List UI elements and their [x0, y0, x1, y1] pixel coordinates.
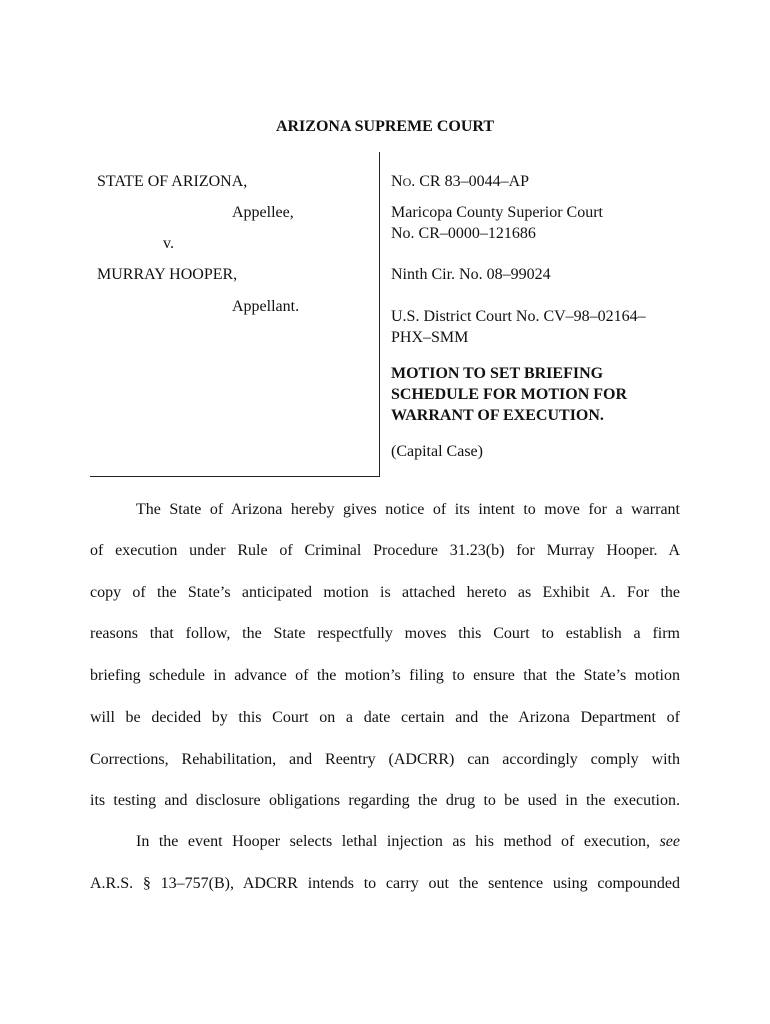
- capital-case-label: (Capital Case): [391, 443, 483, 460]
- superior-court-line1: Maricopa County Superior Court: [391, 204, 603, 221]
- district-court-line2: PHX–SMM: [391, 329, 469, 346]
- defendant-role: Appellant.: [232, 298, 300, 315]
- versus-label: v.: [163, 235, 174, 252]
- body-line-9-text: In the event Hooper selects lethal injection as his method of execution,: [136, 833, 651, 850]
- body-line-9-italic: see: [659, 833, 680, 850]
- case-number-n: N: [391, 173, 403, 190]
- case-number: [391, 171, 529, 193]
- body-line-8: its testing and disclosure obligations regarding the drug to be used in the execution.: [90, 792, 680, 809]
- body-line-1: The State of Arizona hereby gives notice of its intent to move for a warrant: [136, 501, 680, 518]
- case-number-o: O: [402, 175, 412, 189]
- plaintiff-name: STATE OF ARIZONA,: [97, 173, 248, 190]
- caption-horizontal-rule: [90, 476, 380, 477]
- body-line-6: will be decided by this Court on a date certain and the Arizona Department of: [90, 709, 680, 726]
- court-title: ARIZONA SUPREME COURT: [275, 118, 495, 135]
- case-number-rest: . CR 83–0044–AP: [411, 173, 530, 190]
- motion-title-line2: SCHEDULE FOR MOTION FOR: [391, 386, 628, 403]
- body-line-2: of execution under Rule of Criminal Procedure 31.23(b) for Murray Hooper. A: [90, 542, 680, 559]
- caption-vertical-rule: [379, 152, 380, 477]
- defendant-name: MURRAY HOOPER,: [97, 266, 238, 283]
- district-court-line1: U.S. District Court No. CV–98–02164–: [391, 308, 646, 325]
- motion-title-line3: WARRANT OF EXECUTION.: [391, 407, 604, 424]
- body-line-5: briefing schedule in advance of the motion’s filing to ensure that the State’s motion: [90, 667, 680, 684]
- plaintiff-role: Appellee,: [232, 204, 294, 221]
- body-line-3: copy of the State’s anticipated motion is attached hereto as Exhibit A. For the: [90, 584, 680, 601]
- body-line-9: [136, 832, 680, 852]
- motion-title: [391, 363, 627, 426]
- ninth-circuit-number: Ninth Cir. No. 08–99024: [391, 266, 551, 283]
- district-court-number: [391, 306, 646, 348]
- body-line-10: A.R.S. § 13–757(B), ADCRR intends to carry out the sentence using compounded: [90, 875, 680, 892]
- superior-court-number: [391, 202, 603, 244]
- superior-court-line2: No. CR–0000–121686: [391, 225, 536, 242]
- motion-title-line1: MOTION TO SET BRIEFING: [391, 365, 604, 382]
- body-line-7: Corrections, Rehabilitation, and Reentry (ADCRR) can accordingly comply with: [90, 751, 680, 768]
- body-line-4: reasons that follow, the State respectfully moves this Court to establish a firm: [90, 625, 680, 642]
